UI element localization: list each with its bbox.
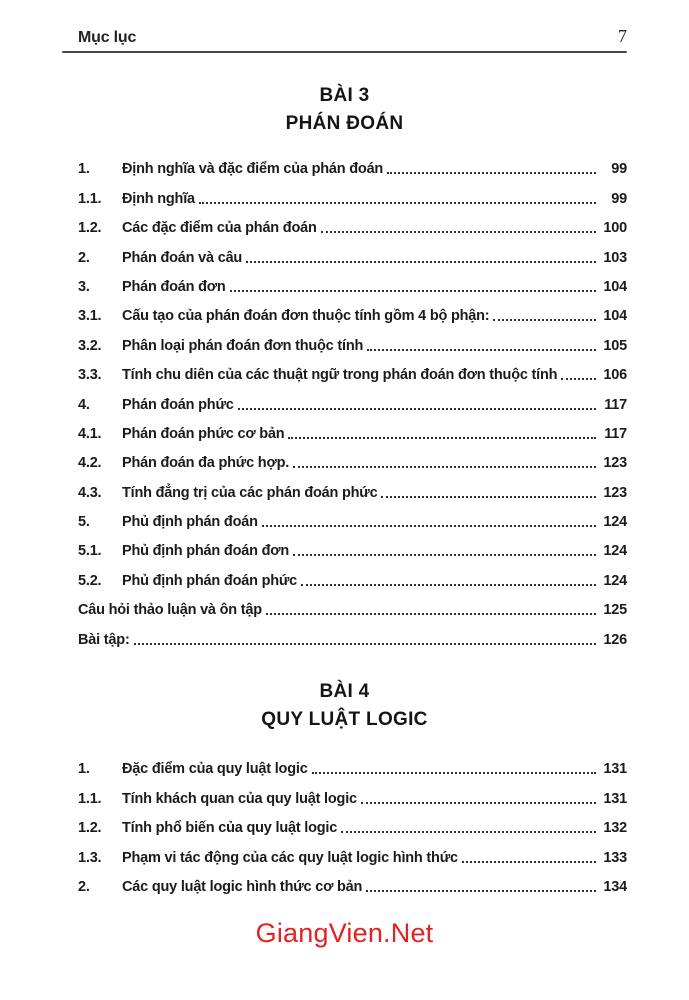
toc-leader-dots: [312, 772, 596, 774]
toc-entry-page: 133: [603, 849, 627, 866]
toc-entry-page: 124: [603, 514, 627, 531]
toc-entry-page: 123: [603, 455, 627, 472]
toc-entry-number: 5.1.: [78, 543, 102, 560]
toc-entry-title: Phủ định phán đoán phức: [122, 572, 298, 589]
toc-row: [78, 501, 627, 530]
toc-entry-page: 106: [603, 367, 627, 384]
toc-leader-dots: [199, 202, 596, 204]
toc-entry-number: 3.: [78, 278, 90, 295]
toc-entry-page: 131: [603, 790, 627, 807]
toc-row: [78, 807, 627, 836]
toc-row: [78, 589, 627, 618]
toc-entry-number: 3.2.: [78, 337, 102, 354]
toc-leader-dots: [230, 290, 596, 292]
toc-row: [78, 295, 627, 324]
toc-entry-number: 1.2.: [78, 820, 102, 837]
toc-entry-page: 100: [603, 220, 627, 237]
toc-list-section-1: [78, 148, 627, 648]
section-1-heading: [0, 82, 689, 138]
toc-entry-number: 1.: [78, 161, 90, 178]
toc-row: [78, 207, 627, 236]
toc-row: [78, 471, 627, 500]
toc-entry-title: Đặc điểm của quy luật logic: [122, 761, 308, 778]
toc-leader-dots: [246, 261, 596, 263]
toc-leader-dots: [293, 466, 596, 468]
toc-entry-page: 104: [603, 278, 627, 295]
toc-entry-page: 117: [604, 425, 627, 442]
toc-leader-dots: [293, 554, 596, 556]
toc-entry-page: 117: [604, 396, 627, 413]
toc-entry-title: Tính đẳng trị của các phán đoán phức: [122, 484, 378, 501]
toc-entry-title: Phân loại phán đoán đơn thuộc tính: [122, 337, 364, 354]
toc-leader-dots: [238, 408, 596, 410]
section-2-title-line1: BÀI 4: [319, 681, 370, 702]
toc-entry-title: Phán đoán phức: [122, 396, 234, 413]
toc-leader-dots: [266, 613, 596, 615]
toc-entry-number: 3.1.: [78, 308, 102, 325]
toc-entry-page: 126: [603, 631, 627, 648]
toc-row: [78, 354, 627, 383]
toc-entry-title: Các đặc điểm của phán đoán: [122, 220, 317, 237]
toc-entry-number: 2.: [78, 249, 90, 266]
toc-entry-title: Các quy luật logic hình thức cơ bản: [122, 878, 363, 895]
toc-leader-dots: [493, 319, 596, 321]
toc-row: [78, 836, 627, 865]
section-1-title-line1: BÀI 3: [319, 85, 370, 106]
toc-entry-title: Tính chu diên của các thuật ngữ trong phán đoán đơn thuộc tính: [122, 367, 558, 384]
toc-entry-page: 103: [603, 249, 627, 266]
header-rule: [62, 51, 627, 53]
section-1-title-line2: PHÁN ĐOÁN: [285, 113, 404, 134]
toc-entry-title: Bài tập:: [78, 631, 130, 648]
toc-leader-dots: [462, 861, 596, 863]
toc-row: [78, 777, 627, 806]
toc-leader-dots: [387, 172, 596, 174]
toc-entry-number: 1.1.: [78, 190, 102, 207]
toc-entry-page: 124: [603, 543, 627, 560]
toc-leader-dots: [361, 802, 596, 804]
section-2-heading: [0, 678, 689, 734]
toc-leader-dots: [367, 349, 596, 351]
header-page-number: 7: [618, 26, 627, 46]
toc-entry-number: 4.1.: [78, 425, 102, 442]
toc-entry-number: 5.2.: [78, 572, 102, 589]
toc-entry-page: 124: [603, 572, 627, 589]
toc-entry-page: 105: [603, 337, 627, 354]
toc-entry-title: Định nghĩa: [122, 190, 195, 207]
toc-entry-number: 1.2.: [78, 220, 102, 237]
toc-entry-title: Tính khách quan của quy luật logic: [122, 790, 357, 807]
toc-entry-title: Cấu tạo của phán đoán đơn thuộc tính gồm 4 bộ phận:: [122, 308, 490, 325]
page-header: [78, 26, 627, 47]
toc-entry-number: 4.2.: [78, 455, 102, 472]
toc-entry-number: 2.: [78, 878, 90, 895]
toc-leader-dots: [561, 378, 596, 380]
watermark-text: GiangVien.Net: [255, 918, 434, 948]
toc-entry-number: 4.3.: [78, 484, 102, 501]
toc-row: [78, 559, 627, 588]
toc-entry-title: Phủ định phán đoán đơn: [122, 543, 289, 560]
toc-entry-title: Phủ định phán đoán: [122, 514, 258, 531]
toc-leader-dots: [262, 525, 596, 527]
toc-leader-dots: [366, 890, 596, 892]
toc-leader-dots: [321, 231, 596, 233]
toc-row: [78, 530, 627, 559]
toc-entry-number: 5.: [78, 514, 90, 531]
toc-entry-title: Định nghĩa và đặc điểm của phán đoán: [122, 161, 384, 178]
toc-entry-page: 104: [603, 308, 627, 325]
toc-entry-number: 1.3.: [78, 849, 102, 866]
toc-leader-dots: [134, 643, 596, 645]
toc-row: [78, 618, 627, 647]
toc-entry-title: Phán đoán đơn: [122, 278, 226, 295]
toc-list-section-2: [78, 748, 627, 895]
toc-leader-dots: [288, 437, 596, 439]
toc-entry-page: 99: [611, 161, 627, 178]
toc-entry-title: Tính phổ biến của quy luật logic: [122, 820, 338, 837]
toc-entry-page: 125: [603, 602, 627, 619]
header-title: Mục lục: [78, 29, 137, 46]
toc-row: [78, 266, 627, 295]
toc-leader-dots: [341, 831, 596, 833]
toc-row: [78, 383, 627, 412]
toc-row: [78, 236, 627, 265]
toc-entry-title: Phán đoán đa phức hợp.: [122, 455, 290, 472]
toc-entry-page: 123: [603, 484, 627, 501]
toc-row: [78, 413, 627, 442]
toc-row: [78, 324, 627, 353]
toc-entry-page: 134: [603, 878, 627, 895]
toc-leader-dots: [301, 584, 596, 586]
toc-entry-page: 132: [603, 820, 627, 837]
toc-leader-dots: [381, 496, 596, 498]
toc-row: [78, 748, 627, 777]
toc-entry-page: 131: [603, 761, 627, 778]
toc-entry-page: 99: [611, 190, 627, 207]
toc-entry-number: 1.1.: [78, 790, 102, 807]
toc-row: [78, 866, 627, 895]
section-2-title-line2: QUY LUẬT LOGIC: [261, 709, 428, 730]
toc-entry-title: Phán đoán phức cơ bản: [122, 425, 285, 442]
toc-entry-number: 1.: [78, 761, 90, 778]
toc-entry-title: Phạm vi tác động của các quy luật logic hình thức: [122, 849, 458, 866]
toc-row: [78, 148, 627, 177]
toc-row: [78, 177, 627, 206]
toc-row: [78, 442, 627, 471]
toc-entry-number: 4.: [78, 396, 90, 413]
toc-entry-number: 3.3.: [78, 367, 102, 384]
toc-entry-title: Câu hỏi thảo luận và ôn tập: [78, 602, 262, 619]
toc-entry-title: Phán đoán và câu: [122, 249, 243, 266]
